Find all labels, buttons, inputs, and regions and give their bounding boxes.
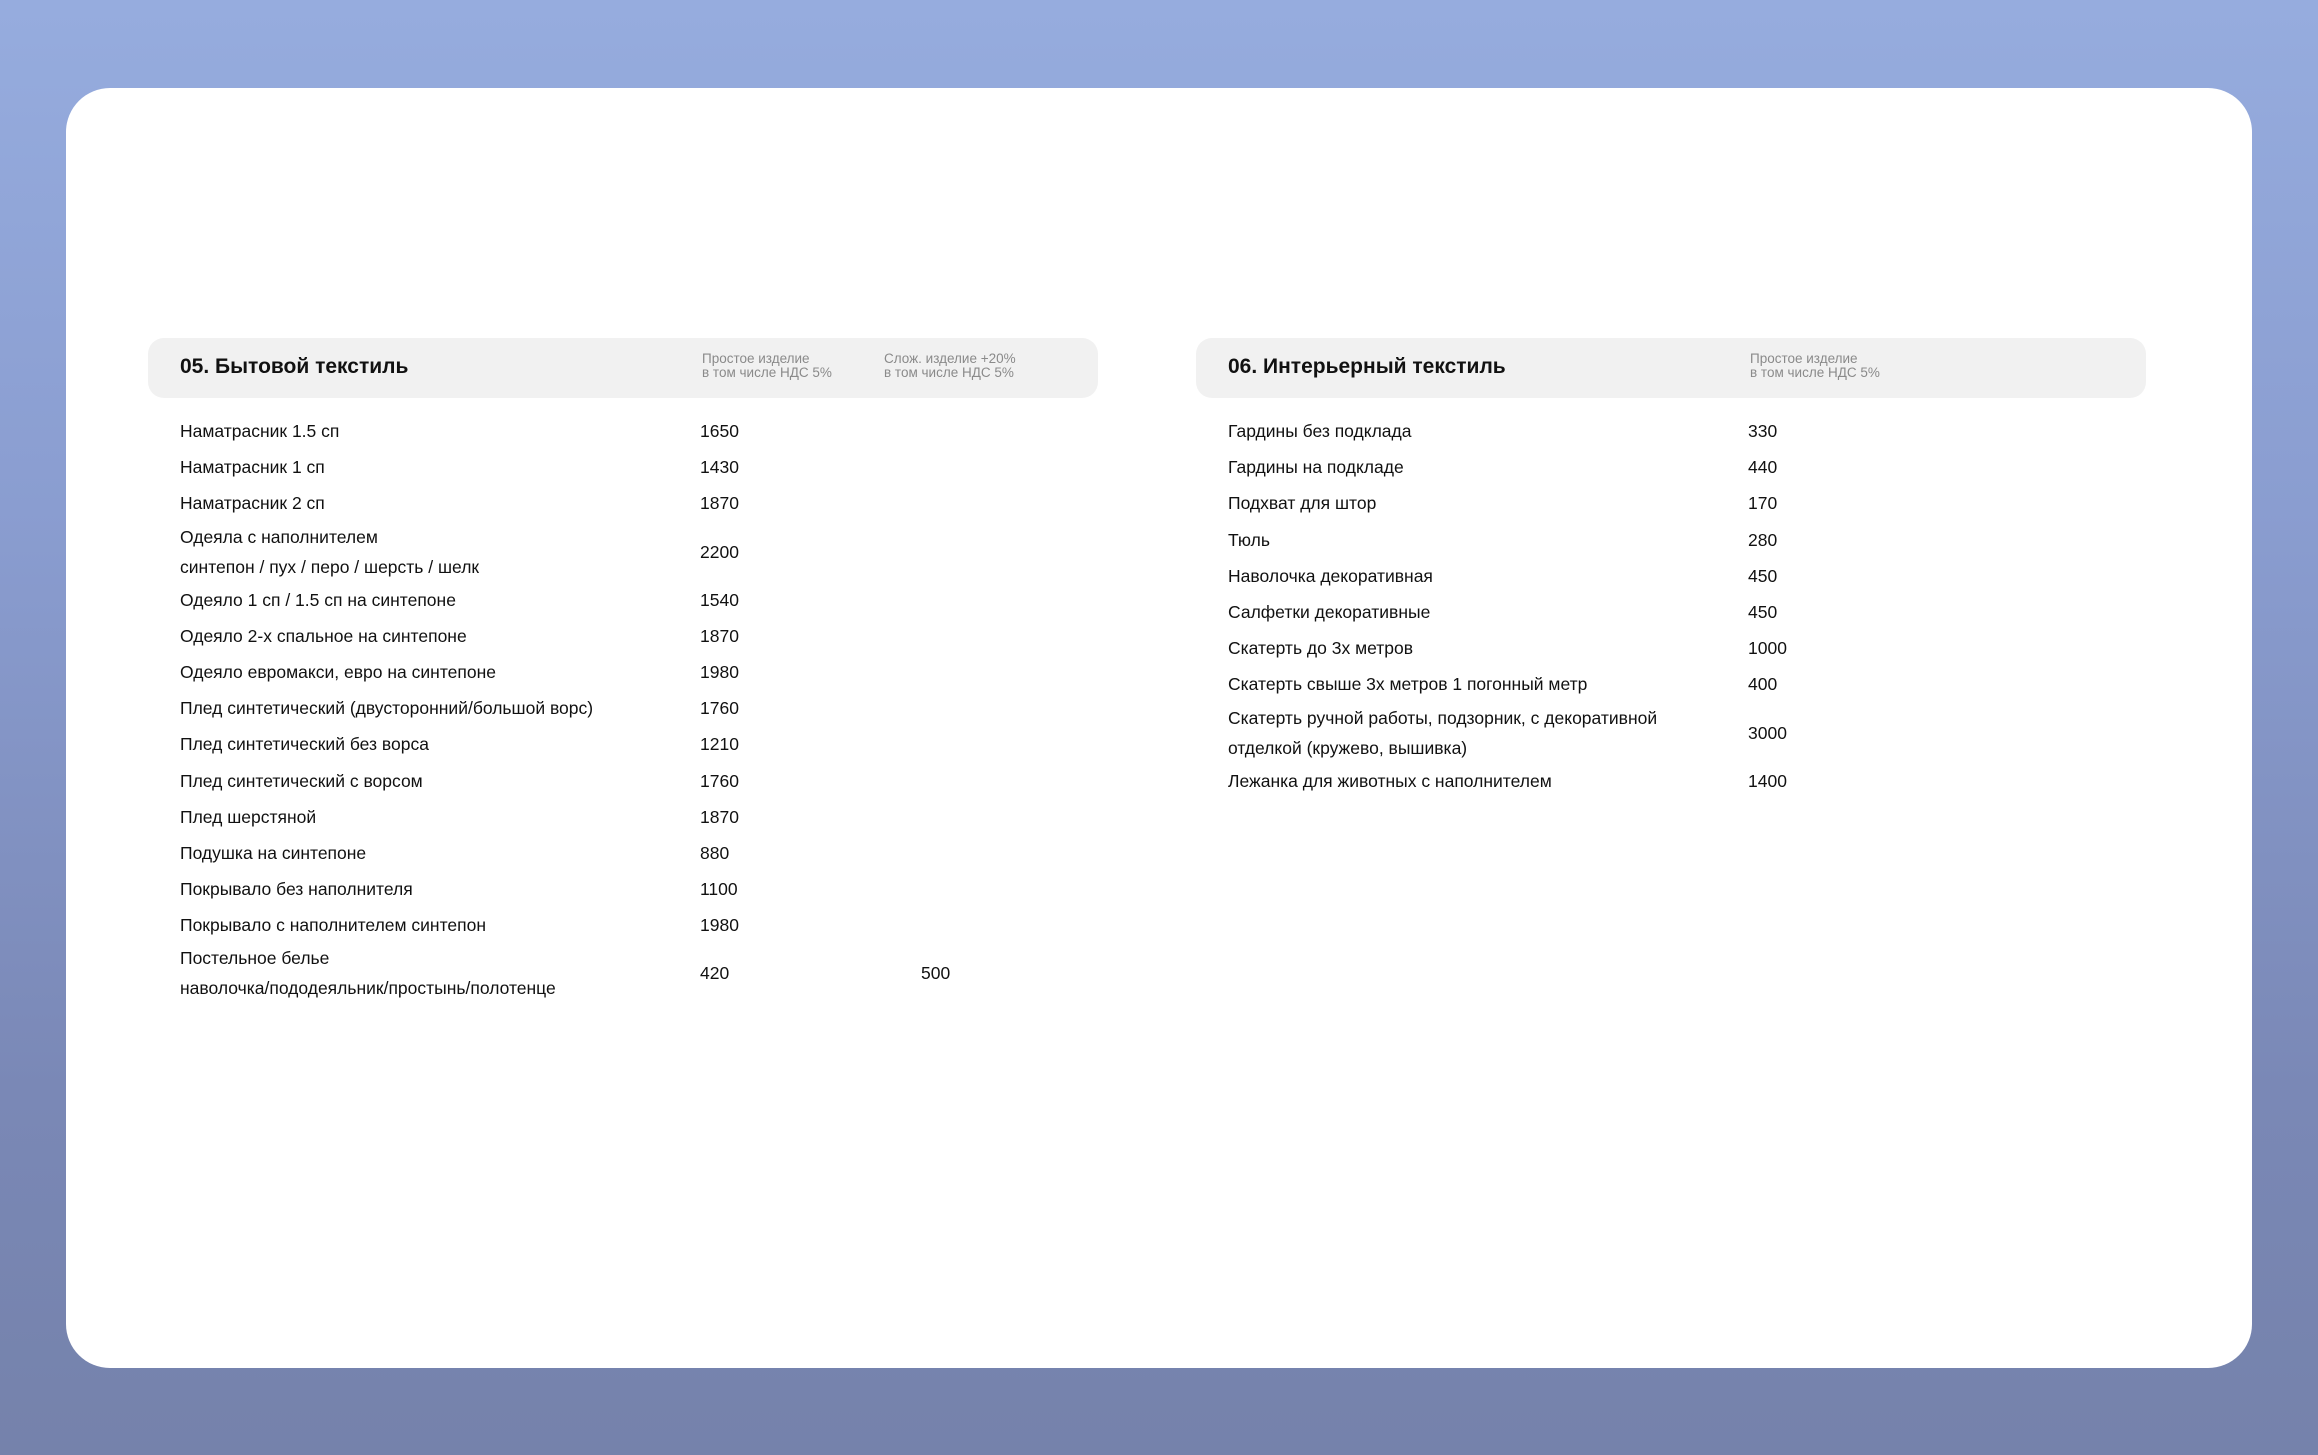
item-price: 420 [700, 963, 730, 984]
price-row [180, 907, 1098, 943]
price-row [1228, 522, 2146, 558]
price-row [1228, 558, 2146, 594]
item-price: 450 [1748, 565, 1778, 586]
price-row [180, 654, 1098, 690]
item-name: Скатерть до 3х метров [1228, 638, 1414, 659]
item-price: 3000 [1748, 722, 1787, 743]
price-row [1228, 449, 2146, 485]
item-price: 1540 [700, 589, 739, 610]
section-title: 05. Бытовой текстиль [180, 355, 409, 378]
price-row [1228, 594, 2146, 630]
column-header-complex: Слож. изделие +20% в том числе НДС 5% [884, 351, 1016, 380]
item-name: Плед синтетический с ворсом [180, 770, 423, 791]
price-row [180, 449, 1098, 485]
item-price: 1980 [700, 661, 739, 682]
item-name: Плед синтетический (двусторонний/большой ворс) [180, 698, 594, 719]
section-household-textile [148, 338, 1098, 1003]
price-row [1228, 485, 2146, 521]
item-name: Покрывало без наполнителя [180, 879, 413, 900]
item-name: Одеяло евромакси, евро на синтепоне [180, 661, 496, 682]
section-title: 06. Интерьерный текстиль [1228, 355, 1506, 378]
item-price-complex: 500 [921, 963, 951, 984]
item-price: 1100 [700, 879, 738, 900]
item-price: 1650 [700, 421, 739, 441]
item-price: 1210 [700, 734, 739, 755]
item-name: Салфетки декоративные [1228, 601, 1431, 622]
item-price: 1870 [700, 625, 739, 646]
item-name: Одеяло 2-х спальное на синтепоне [180, 625, 467, 646]
price-list [148, 413, 1098, 1003]
item-price: 440 [1748, 457, 1778, 478]
item-name: Наматрасник 1 сп [180, 457, 325, 478]
price-row [180, 943, 1098, 1003]
item-price: 1760 [700, 770, 739, 791]
item-name: Скатерть ручной работы, подзорник, с декоративной отделкой (кружево, вышивка) [1228, 707, 1658, 758]
item-name: Покрывало с наполнителем синтепон [180, 915, 487, 936]
section-header [1196, 338, 2146, 398]
item-price: 1760 [700, 698, 739, 719]
item-price: 2200 [700, 541, 739, 562]
item-price: 330 [1748, 421, 1778, 441]
item-name: Плед шерстяной [180, 806, 317, 827]
item-name: Гардины на подкладе [1228, 457, 1404, 478]
price-row [180, 835, 1098, 871]
item-price: 170 [1748, 493, 1778, 514]
price-row [180, 413, 1098, 449]
item-name: Постельное белье наволочка/пододеяльник/простынь/полотенце [180, 948, 556, 999]
price-row [180, 726, 1098, 762]
price-row [1228, 763, 2146, 799]
price-row [180, 582, 1098, 618]
price-row [1228, 703, 2146, 763]
item-name: Гардины без подклада [1228, 421, 1412, 441]
price-row [180, 763, 1098, 799]
item-name: Одеяла с наполнителем синтепон / пух / перо / шерсть / шелк [180, 526, 480, 577]
item-price: 1870 [700, 806, 739, 827]
item-price: 1400 [1748, 770, 1787, 791]
item-name: Наволочка декоративная [1228, 565, 1433, 586]
item-name: Наматрасник 2 сп [180, 493, 325, 514]
item-name: Тюль [1228, 529, 1270, 550]
item-price: 450 [1748, 601, 1778, 622]
price-row [180, 690, 1098, 726]
item-price: 1000 [1748, 638, 1787, 659]
price-row [1228, 630, 2146, 666]
item-name: Подхват для штор [1228, 493, 1377, 514]
price-list [1196, 413, 2146, 799]
column-header-simple: Простое изделие в том числе НДС 5% [702, 351, 832, 380]
item-price: 1980 [700, 915, 739, 936]
item-name: Наматрасник 1.5 сп [180, 421, 340, 441]
price-row [180, 522, 1098, 582]
section-header [148, 338, 1098, 398]
price-row [180, 618, 1098, 654]
price-row [180, 799, 1098, 835]
item-name: Подушка на синтепоне [180, 842, 367, 863]
price-row [1228, 666, 2146, 702]
price-row [180, 485, 1098, 521]
price-row [180, 871, 1098, 907]
column-header-simple: Простое изделие в том числе НДС 5% [1750, 351, 1880, 380]
item-price: 280 [1748, 529, 1778, 550]
item-name: Скатерть свыше 3х метров 1 погонный метр [1228, 674, 1588, 695]
item-price: 1430 [700, 457, 739, 478]
item-name: Одеяло 1 сп / 1.5 сп на синтепоне [180, 589, 456, 610]
section-interior-textile [1196, 338, 2146, 799]
price-sheet [66, 88, 2252, 1368]
item-name: Лежанка для животных с наполнителем [1228, 770, 1552, 791]
item-price: 1870 [700, 493, 739, 514]
item-price: 400 [1748, 674, 1778, 695]
item-price: 880 [700, 842, 730, 863]
price-row [1228, 413, 2146, 449]
item-name: Плед синтетический без ворса [180, 734, 429, 755]
